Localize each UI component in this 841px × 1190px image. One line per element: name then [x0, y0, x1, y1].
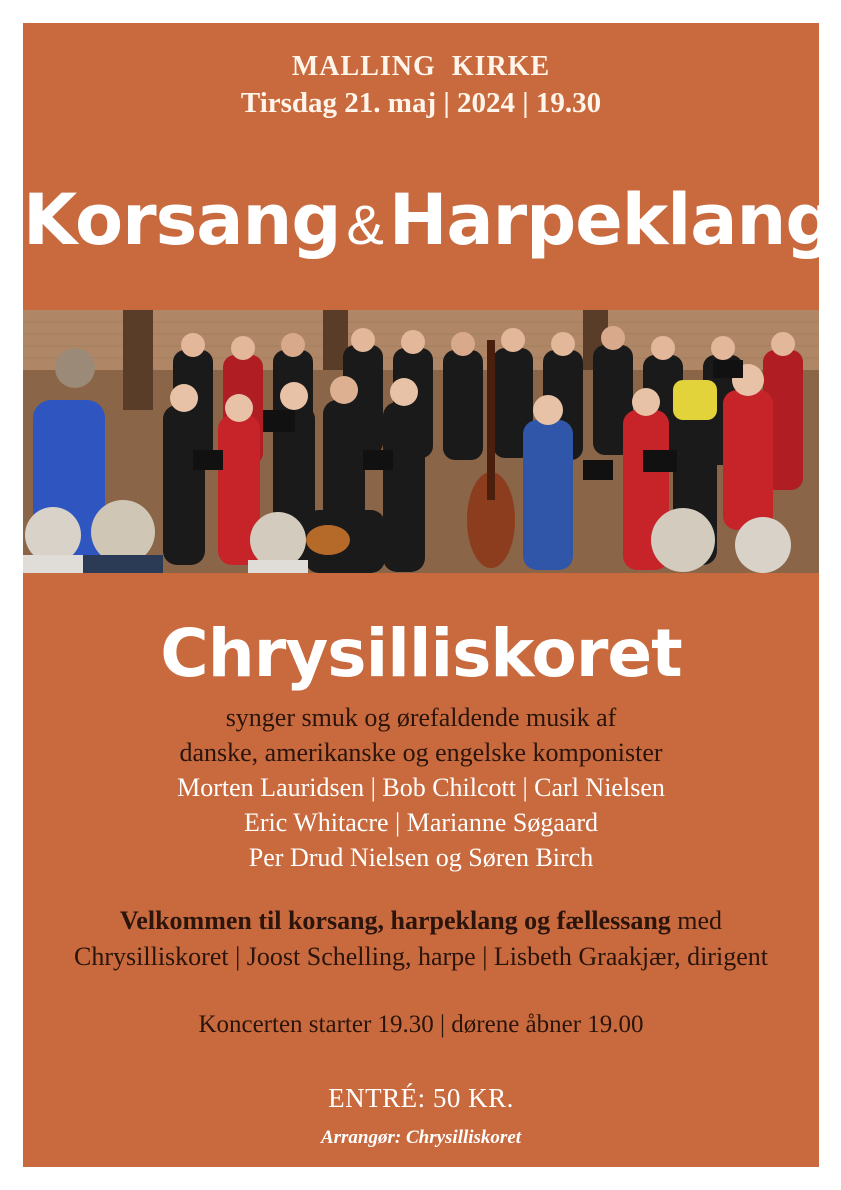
program-description — [23, 700, 819, 875]
entry-price: ENTRÉ: 50 KR. — [328, 1083, 514, 1113]
concert-times: Koncerten starter 19.30 | dørene åbner 19.00 — [198, 1011, 644, 1038]
date-line: Tirsdag 21. maj | 2024 | 19.30 — [240, 87, 602, 119]
welcome-rest: med — [670, 906, 723, 935]
description-line-1: synger smuk og ørefaldende musik af — [225, 703, 617, 732]
organizer: Arrangør: Chrysilliskoret — [320, 1127, 522, 1148]
welcome-line-1 — [23, 903, 819, 939]
welcome-text — [23, 903, 819, 975]
event-title — [23, 179, 835, 261]
title-ampersand: & — [346, 193, 383, 256]
composers-line-1: Morten Lauridsen | Bob Chilcott | Carl Nielsen — [177, 773, 665, 802]
title-part-1: Korsang — [23, 179, 341, 261]
title-part-2: Harpeklang — [388, 179, 835, 261]
poster — [23, 23, 835, 1167]
choir-photo — [23, 310, 819, 573]
composers-line-2: Eric Whitacre | Marianne Søgaard — [243, 808, 599, 837]
venue: MALLING KIRKE — [291, 51, 551, 82]
welcome-bold: Velkommen til korsang, harpeklang og fællessang — [119, 906, 671, 935]
description-line-2: danske, amerikanske og engelske komponister — [179, 738, 663, 767]
welcome-line-2: Chrysilliskoret | Joost Schelling, harpe | Lisbeth Graakjær, dirigent — [74, 942, 768, 971]
choir-name: Chrysilliskoret — [160, 615, 682, 692]
composers-line-3: Per Drud Nielsen og Søren Birch — [248, 843, 594, 872]
